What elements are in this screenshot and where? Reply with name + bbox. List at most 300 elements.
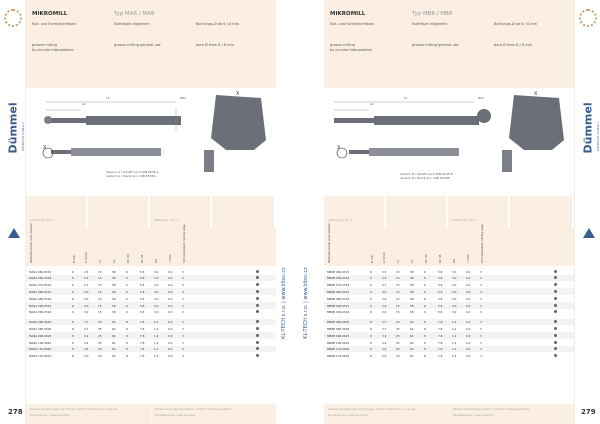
- table-cell: 4,5: [84, 347, 89, 352]
- brand-triangle-icon: [583, 228, 595, 238]
- table-row: [26, 288, 276, 295]
- figure-ref-bar: [26, 196, 276, 228]
- table-cell: MB6B 060.0515: [327, 269, 350, 274]
- figure-ref-bar: [324, 196, 574, 228]
- table-cell: 3: [480, 296, 482, 301]
- table-cell: 25: [98, 354, 102, 359]
- table-cell: 3,0: [84, 289, 89, 294]
- table-cell: 8: [424, 333, 426, 338]
- footer-note-left-1: Weitere Abmessungen auf Anfrage / further dimensions on request: [30, 408, 118, 411]
- table-cell: 3,0: [382, 289, 387, 294]
- table-cell: MA6A 060.0515: [29, 269, 52, 274]
- table-cell: 0,0: [466, 320, 471, 325]
- column-header: D min.: [72, 253, 76, 263]
- table-cell: 3: [480, 340, 482, 345]
- table-cell: 1,2: [154, 347, 159, 352]
- table-cell: MB6B 090.0516: [327, 310, 350, 315]
- table-cell: 15: [98, 310, 102, 315]
- table-cell: 5,8: [438, 269, 443, 274]
- table-cell: 7,8: [438, 354, 443, 359]
- table-cell: 3: [480, 320, 482, 325]
- table-cell: 3,0: [84, 303, 89, 308]
- header-use-2: groove milling general use: [114, 43, 161, 47]
- availability-dot-icon: [554, 310, 557, 313]
- table-cell: 15: [98, 269, 102, 274]
- table-cell: 5,8: [140, 310, 145, 315]
- column-header: b ±0,02: [84, 251, 88, 263]
- table-cell: 15: [396, 283, 400, 288]
- table-cell: 15: [396, 310, 400, 315]
- table-cell: 64: [410, 320, 414, 325]
- table-cell: 0,0: [168, 269, 173, 274]
- availability-dot-icon: [554, 290, 557, 293]
- table-cell: 0,0: [466, 326, 471, 331]
- table-cell: 2,7: [84, 283, 89, 288]
- table-cell: 3: [480, 354, 482, 359]
- table-cell: 7,8: [140, 340, 145, 345]
- table-cell: 4,5: [382, 347, 387, 352]
- column-header: D1 ±0: [126, 254, 130, 263]
- dim-l1: L1: [404, 96, 408, 100]
- header-desc-1: Nut- und Formstichfräsen: [330, 22, 375, 26]
- company-emblem-icon: [4, 9, 22, 27]
- table-cell: 8: [72, 340, 74, 345]
- table-cell: 0,0: [168, 354, 173, 359]
- brand-logo: [2, 90, 24, 160]
- availability-dot-icon: [554, 297, 557, 300]
- table-cell: 58: [410, 296, 414, 301]
- table-cell: 0,0: [168, 340, 173, 345]
- table-cell: 25: [396, 347, 400, 352]
- table-cell: 25: [396, 320, 400, 325]
- footer-note-right-1: Weitere Schneidengeometrien / further cutting geometries: [155, 408, 232, 411]
- table-header: [26, 223, 276, 266]
- table-cell: 25: [396, 326, 400, 331]
- table-cell: 25: [98, 320, 102, 325]
- table-cell: 15: [98, 283, 102, 288]
- table-cell: 5,8: [438, 310, 443, 315]
- table-row: [26, 325, 276, 332]
- table-cell: 6: [72, 296, 74, 301]
- table-cell: 64: [112, 333, 116, 338]
- table-cell: 3: [480, 269, 482, 274]
- table-cell: 2,5: [382, 269, 387, 274]
- table-cell: 3,0: [382, 310, 387, 315]
- table-row: [26, 282, 276, 289]
- availability-dot-icon: [256, 334, 259, 337]
- table-cell: 3,0: [154, 289, 159, 294]
- table-cell: 3: [182, 283, 184, 288]
- table-cell: 15: [396, 289, 400, 294]
- table-cell: 25: [98, 340, 102, 345]
- table-row: [26, 353, 276, 360]
- table-cell: 0,0: [466, 303, 471, 308]
- table-row: [324, 295, 574, 302]
- table-cell: MA6A 090.0515: [29, 303, 52, 308]
- table-cell: 0,0: [466, 310, 471, 315]
- page-header: [26, 0, 276, 88]
- version-b-label-en: version B / thank acc. DIN 6535B: [400, 176, 450, 180]
- table-cell: 7,8: [140, 354, 145, 359]
- table-cell: 7,8: [140, 347, 145, 352]
- table-cell: 0,0: [168, 283, 173, 288]
- table-cell: MA6A 080.0516: [29, 296, 52, 301]
- version-a-label: Version A / Schaft nach DIN 6535 A: [106, 170, 159, 174]
- table-cell: 3,0: [154, 269, 159, 274]
- table-cell: 3,7: [84, 326, 89, 331]
- table-cell: 25: [98, 326, 102, 331]
- table-row: [26, 302, 276, 309]
- availability-dot-icon: [554, 354, 557, 357]
- table-cell: 3,0: [382, 303, 387, 308]
- availability-dot-icon: [256, 276, 259, 279]
- availability-dot-icon: [554, 327, 557, 330]
- table-cell: MA8A 090.0625: [29, 333, 52, 338]
- table-cell: 8: [126, 340, 128, 345]
- column-header: D2 h5: [140, 254, 144, 263]
- availability-dot-icon: [256, 290, 259, 293]
- column-header: r max.: [466, 253, 470, 263]
- table-cell: 6: [424, 303, 426, 308]
- table-cell: MA8A 120.0625: [29, 354, 52, 359]
- table-cell: 0,0: [466, 340, 471, 345]
- table-cell: 7,8: [140, 320, 145, 325]
- availability-dot-icon: [554, 320, 557, 323]
- table-cell: 3: [182, 289, 184, 294]
- table-cell: 3: [182, 333, 184, 338]
- availability-dot-icon: [554, 283, 557, 286]
- table-cell: 1,2: [154, 340, 159, 345]
- dim-ds: Øds: [478, 96, 484, 100]
- table-cell: 3,0: [154, 276, 159, 281]
- dim-l2: L2: [370, 102, 374, 106]
- dim-l2: L2: [82, 102, 86, 106]
- table-cell: 58: [410, 303, 414, 308]
- table-cell: 5,8: [438, 276, 443, 281]
- table-row: [324, 346, 574, 353]
- table-cell: 3,7: [84, 320, 89, 325]
- table-cell: 0,0: [168, 276, 173, 281]
- right-sidebar: [574, 0, 600, 424]
- footer-note-left-2: Sonderlängen / special lengths: [30, 414, 71, 417]
- column-header: Bestellnummer part number: [29, 223, 33, 263]
- table-cell: 8: [72, 347, 74, 352]
- page-header: [324, 0, 574, 88]
- table-cell: 64: [112, 320, 116, 325]
- table-row: [26, 319, 276, 326]
- column-header: b ±0,02: [382, 251, 386, 263]
- table-cell: 3,0: [452, 310, 457, 315]
- table-cell: 0,0: [466, 347, 471, 352]
- table-cell: 3: [480, 347, 482, 352]
- header-use-1: Nutfräsen allgemein: [114, 22, 150, 26]
- table-cell: MB8B 080.0626: [327, 326, 350, 331]
- table-cell: 64: [410, 326, 414, 331]
- column-header: L2: [98, 259, 102, 263]
- table-cell: 3,0: [452, 276, 457, 281]
- table-cell: 6: [126, 296, 128, 301]
- table-cell: 58: [112, 276, 116, 281]
- table-cell: MB6B 090.0515: [327, 303, 350, 308]
- table-cell: 8: [126, 354, 128, 359]
- availability-dot-icon: [256, 310, 259, 313]
- table-cell: 58: [410, 289, 414, 294]
- availability-dot-icon: [554, 270, 557, 273]
- footer-note-left-2: Sonderlängen / special lengths: [328, 414, 369, 417]
- table-cell: 8: [424, 326, 426, 331]
- column-header: r max.: [168, 253, 172, 263]
- table-cell: 6: [370, 303, 372, 308]
- column-header: L2: [396, 259, 400, 263]
- availability-dot-icon: [554, 276, 557, 279]
- fig-ref-2: Abbildung / Fig. 2: [154, 218, 179, 222]
- table-cell: 0,0: [466, 354, 471, 359]
- fig-ref-2: Abbildung / Fig. 2: [452, 218, 477, 222]
- header-desc-2a: groove milling: [330, 43, 355, 47]
- table-cell: 4,2: [382, 340, 387, 345]
- table-cell: 2,5: [84, 276, 89, 281]
- table-cell: 5,8: [438, 283, 443, 288]
- vertical-web-text: KL-TECH s.r.o. | www.kltec.cz: [302, 267, 309, 339]
- product-type: Typ MB6 / MB8: [412, 11, 453, 17]
- table-cell: 6: [72, 303, 74, 308]
- table-cell: 7,8: [438, 326, 443, 331]
- table-cell: MB6B 080.0516: [327, 296, 350, 301]
- table-cell: 1,2: [452, 347, 457, 352]
- table-cell: 6: [126, 289, 128, 294]
- footer-note-right-2: Bestellbeispiel / order example: [155, 414, 196, 417]
- page-number: 278: [8, 408, 23, 416]
- table-cell: 6: [126, 276, 128, 281]
- table-cell: 1,2: [154, 326, 159, 331]
- table-cell: 8: [424, 347, 426, 352]
- detail-x-label: X: [236, 91, 240, 97]
- table-cell: 7,8: [438, 347, 443, 352]
- footer-note-left-1: Weitere Abmessungen auf Anfrage / further dimensions on request: [328, 408, 416, 411]
- table-cell: 15: [396, 276, 400, 281]
- table-cell: 2,5: [84, 269, 89, 274]
- table-cell: 0,0: [168, 310, 173, 315]
- table-cell: 15: [396, 296, 400, 301]
- header-bore-2: bore Ø from 6 / 8 mm: [196, 43, 234, 47]
- table-cell: 6: [424, 269, 426, 274]
- company-emblem-icon: [579, 9, 597, 27]
- column-header: D1: [154, 259, 158, 263]
- table-cell: 6: [72, 283, 74, 288]
- table-cell: 5,8: [140, 269, 145, 274]
- table-cell: 6: [424, 283, 426, 288]
- table-cell: 64: [410, 347, 414, 352]
- table-cell: MB8B 120.0625: [327, 354, 350, 359]
- table-cell: 58: [410, 276, 414, 281]
- table-cell: 0,0: [466, 296, 471, 301]
- table-cell: 8: [370, 354, 372, 359]
- table-row: [26, 332, 276, 339]
- table-row: [324, 302, 574, 309]
- product-table: [26, 223, 276, 388]
- table-row: [324, 319, 574, 326]
- table-cell: 3: [182, 276, 184, 281]
- technical-drawing: [26, 90, 276, 200]
- header-bore-1: Bohrungs-Ø ab 6 / 8 mm: [196, 22, 240, 26]
- table-cell: 6: [424, 276, 426, 281]
- table-cell: 5,8: [140, 303, 145, 308]
- table-cell: 8: [126, 326, 128, 331]
- table-cell: 1,2: [452, 340, 457, 345]
- table-cell: 6: [370, 276, 372, 281]
- table-cell: 58: [112, 283, 116, 288]
- availability-dot-icon: [256, 283, 259, 286]
- table-cell: 6: [370, 269, 372, 274]
- table-cell: 64: [410, 333, 414, 338]
- table-cell: 25: [396, 354, 400, 359]
- table-cell: MA8A 110.0625: [29, 347, 52, 352]
- column-header: Bestellnummer part number: [327, 223, 331, 263]
- table-cell: 0,0: [168, 303, 173, 308]
- table-cell: 3: [480, 326, 482, 331]
- brand-subtitle: WERKZEUGBAU: [596, 121, 600, 151]
- table-cell: 5,0: [84, 354, 89, 359]
- table-row: [324, 288, 574, 295]
- table-cell: 3: [182, 347, 184, 352]
- table-cell: 58: [112, 296, 116, 301]
- table-cell: 5,0: [382, 354, 387, 359]
- table-cell: 3: [480, 303, 482, 308]
- availability-dot-icon: [554, 334, 557, 337]
- table-cell: 6: [424, 289, 426, 294]
- table-row: [26, 339, 276, 346]
- table-cell: 2,7: [382, 283, 387, 288]
- availability-dot-icon: [256, 347, 259, 350]
- brand-name: Dümmel: [581, 102, 595, 154]
- table-cell: 3,0: [84, 296, 89, 301]
- table-cell: 25: [98, 333, 102, 338]
- table-cell: 58: [410, 269, 414, 274]
- table-cell: 25: [396, 333, 400, 338]
- table-cell: 15: [396, 303, 400, 308]
- table-cell: 3,7: [382, 326, 387, 331]
- fig-ref-1: Abbildung / Fig. 1: [30, 218, 55, 222]
- table-cell: 0,0: [466, 269, 471, 274]
- table-cell: 3,0: [154, 310, 159, 315]
- table-cell: 3: [182, 310, 184, 315]
- table-cell: MA8A 080.0625: [29, 320, 52, 325]
- table-cell: 3,0: [154, 296, 159, 301]
- table-cell: 3,0: [84, 310, 89, 315]
- table-cell: 5,8: [140, 283, 145, 288]
- availability-dot-icon: [256, 320, 259, 323]
- detail-x-marker: X: [43, 145, 47, 151]
- availability-dot-icon: [256, 327, 259, 330]
- table-row: [324, 339, 574, 346]
- table-cell: 8: [72, 320, 74, 325]
- dim-l1: L1: [106, 96, 110, 100]
- table-cell: 6: [424, 310, 426, 315]
- right-page: [300, 0, 600, 424]
- availability-dot-icon: [256, 270, 259, 273]
- table-cell: 8: [370, 326, 372, 331]
- table-row: [324, 353, 574, 360]
- table-cell: 6: [370, 283, 372, 288]
- table-row: [26, 295, 276, 302]
- table-cell: 4,2: [84, 340, 89, 345]
- version-a-label-en: version A / thank acc. DIN 6535A: [106, 174, 156, 178]
- column-header: L1: [410, 259, 414, 263]
- table-cell: 15: [98, 303, 102, 308]
- table-cell: 6: [370, 296, 372, 301]
- table-cell: 3: [480, 289, 482, 294]
- table-cell: 3,0: [452, 303, 457, 308]
- brand-logo: [577, 90, 599, 160]
- table-cell: 3: [480, 333, 482, 338]
- fig-ref-1: Abbildung / Fig. 1: [328, 218, 353, 222]
- table-cell: 8: [370, 333, 372, 338]
- table-cell: 25: [396, 340, 400, 345]
- technical-drawing: [324, 90, 574, 200]
- table-cell: 25: [98, 347, 102, 352]
- table-cell: 6: [126, 269, 128, 274]
- brand-subtitle: WERKZEUGBAU: [21, 121, 25, 151]
- table-cell: 0,0: [168, 326, 173, 331]
- table-cell: 1,2: [452, 320, 457, 325]
- brand-triangle-icon: [8, 228, 20, 238]
- table-cell: 0,0: [466, 283, 471, 288]
- table-cell: 64: [112, 326, 116, 331]
- table-cell: MB8B 100.0625: [327, 340, 350, 345]
- column-header: D1: [452, 259, 456, 263]
- table-cell: 8: [72, 354, 74, 359]
- table-cell: 0,0: [466, 289, 471, 294]
- table-cell: 64: [410, 354, 414, 359]
- table-cell: 2,5: [382, 276, 387, 281]
- table-cell: 1,2: [154, 320, 159, 325]
- table-cell: 5,8: [140, 289, 145, 294]
- table-cell: 3,0: [452, 283, 457, 288]
- detail-x-label: X: [534, 91, 538, 97]
- table-row: [26, 275, 276, 282]
- table-cell: 8: [126, 333, 128, 338]
- table-cell: 0,0: [168, 289, 173, 294]
- column-header: Schneidenzahl cutting edge: [182, 224, 186, 263]
- table-cell: 15: [396, 269, 400, 274]
- table-cell: 0,0: [168, 347, 173, 352]
- column-header: D2 h5: [438, 254, 442, 263]
- brand-name: Dümmel: [6, 102, 20, 154]
- product-type: Typ MA6 / MA8: [114, 11, 155, 17]
- table-row: [26, 268, 276, 275]
- table-cell: MA8A 080.0626: [29, 326, 52, 331]
- table-cell: 5,8: [140, 276, 145, 281]
- table-cell: 8: [424, 354, 426, 359]
- table-cell: 3,0: [382, 296, 387, 301]
- table-cell: 3,9: [84, 333, 89, 338]
- table-cell: 5,8: [438, 296, 443, 301]
- table-cell: 3,0: [154, 303, 159, 308]
- tool-drawing-svg: [26, 90, 276, 200]
- table-cell: 58: [112, 269, 116, 274]
- header-desc-1: Nut- und Formstichfräsen: [32, 22, 77, 26]
- table-row: [324, 268, 574, 275]
- table-cell: 58: [410, 283, 414, 288]
- column-header: Schneidenzahl cutting edge: [480, 224, 484, 263]
- footer-note-right-1: Weitere Schneidengeometrien / further cutting geometries: [453, 408, 530, 411]
- table-cell: 3,0: [154, 283, 159, 288]
- table-cell: 64: [410, 340, 414, 345]
- table-cell: 6: [424, 296, 426, 301]
- footer-note-right-2: Bestellbeispiel / order example: [453, 414, 494, 417]
- table-cell: 1,2: [452, 333, 457, 338]
- table-cell: 6: [370, 310, 372, 315]
